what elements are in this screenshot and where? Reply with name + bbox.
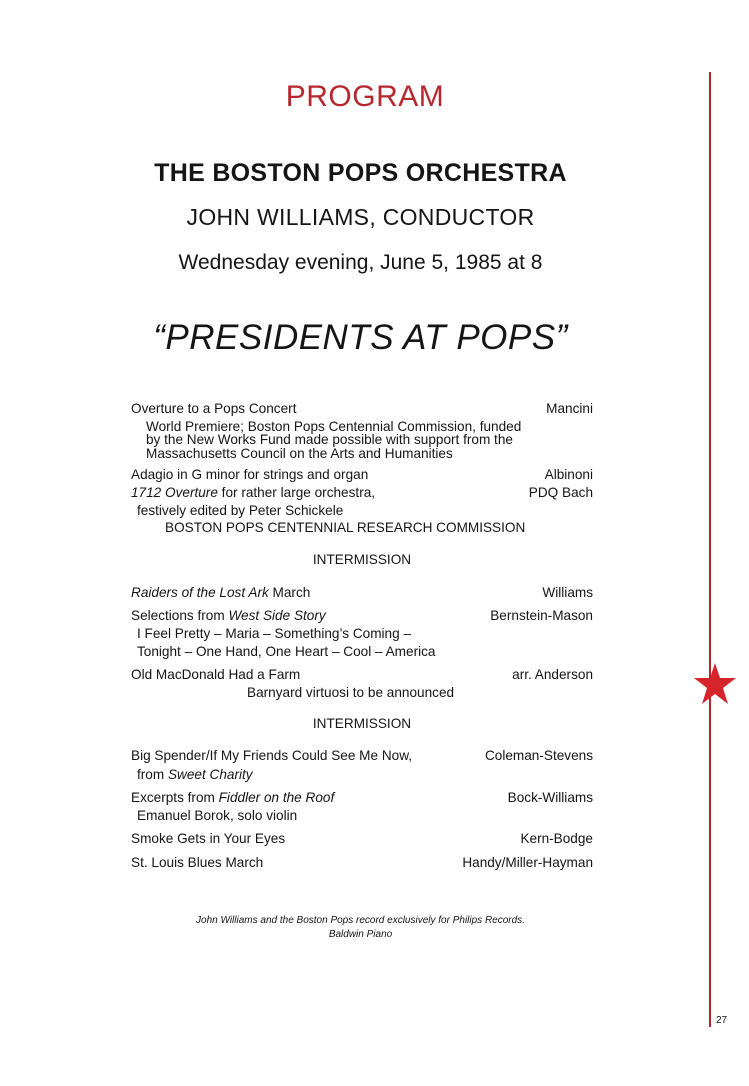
piece-title: Excerpts from Fiddler on the Roof [131, 790, 335, 805]
piece-note: I Feel Pretty – Maria – Something’s Coming – [137, 626, 412, 641]
composer: Bernstein-Mason [490, 608, 593, 623]
composer: Williams [542, 585, 593, 600]
concert-title: “PRESIDENTS AT POPS” [153, 318, 568, 357]
footer-note: Baldwin Piano [328, 929, 393, 940]
composer: arr. Anderson [512, 667, 593, 682]
conductor-line: JOHN WILLIAMS, CONDUCTOR [186, 204, 535, 230]
composer: Bock-Williams [507, 790, 593, 805]
orchestra-name: THE BOSTON POPS ORCHESTRA [154, 159, 567, 187]
composer: Mancini [546, 401, 593, 416]
concert-date: Wednesday evening, June 5, 1985 at 8 [178, 251, 543, 274]
margin-rule [709, 72, 711, 1027]
composer: Kern-Bodge [520, 831, 593, 846]
composer: Handy/Miller-Hayman [462, 855, 593, 870]
piece-title: Smoke Gets in Your Eyes [131, 831, 286, 846]
piece-title: Adagio in G minor for strings and organ [131, 467, 369, 482]
piece-note: World Premiere; Boston Pops Centennial Commission, funded [146, 419, 522, 434]
intermission: INTERMISSION [312, 552, 412, 567]
piece-note: Tonight – One Hand, One Heart – Cool – America [137, 644, 436, 659]
piece-note: Massachusetts Council on the Arts and Humanities [146, 446, 453, 461]
piece-title: Raiders of the Lost Ark March [131, 585, 311, 600]
piece-title: Big Spender/If My Friends Could See Me Now, [131, 748, 413, 763]
piece-note: BOSTON POPS CENTENNIAL RESEARCH COMMISSION [165, 520, 526, 535]
piece-title: 1712 Overture for rather large orchestra, [131, 485, 376, 500]
star-icon [693, 662, 737, 706]
footer-note: John Williams and the Boston Pops record exclusively for Philips Records. [196, 915, 525, 926]
piece-title: Overture to a Pops Concert [131, 401, 297, 416]
piece-title: Selections from West Side Story [131, 608, 326, 623]
piece-note: by the New Works Fund made possible with support from the [146, 432, 513, 447]
composer: PDQ Bach [528, 485, 593, 500]
composer: Coleman-Stevens [484, 748, 593, 763]
piece-title: St. Louis Blues March [131, 855, 264, 870]
piece-note: from Sweet Charity [137, 767, 253, 782]
piece-note: Emanuel Borok, solo violin [137, 808, 298, 823]
piece-note: Barnyard virtuosi to be announced [247, 685, 455, 700]
intermission: INTERMISSION [312, 716, 412, 731]
page-title: PROGRAM [285, 80, 445, 113]
piece-note: festively edited by Peter Schickele [137, 503, 344, 518]
piece-title: Old MacDonald Had a Farm [131, 667, 301, 682]
composer: Albinoni [544, 467, 593, 482]
page-number: 27 [716, 1015, 728, 1026]
